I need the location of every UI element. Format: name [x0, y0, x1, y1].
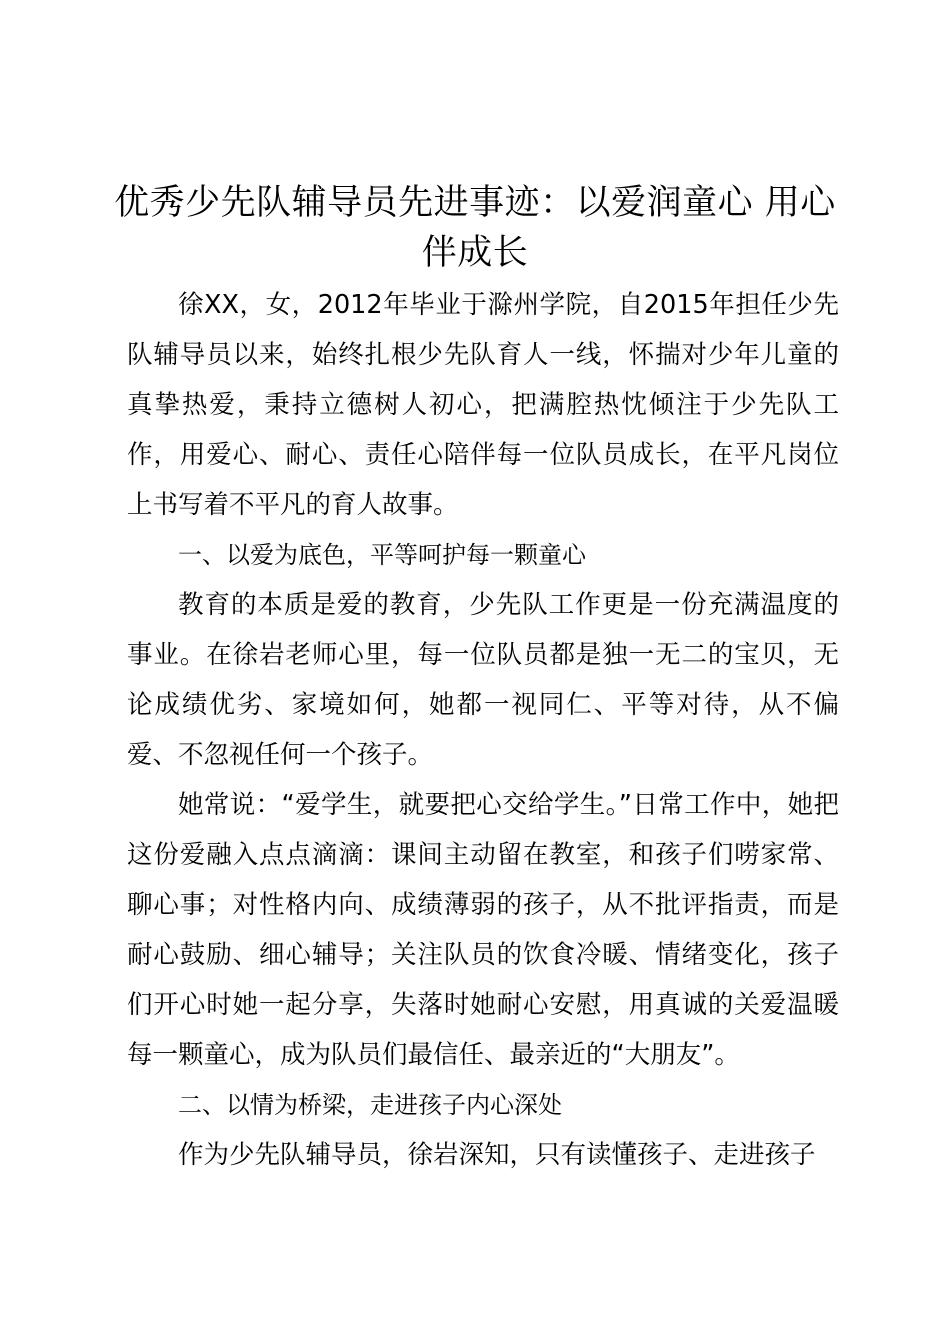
body-paragraph: 她常说：“爱学生，就要把心交给学生。”日常工作中，她把这份爱融入点点滴滴：课间主动留在教室，和孩子们唠家常、聊心事；对性格内向、成绩薄弱的孩子，从不批评指责，而是耐心鼓励、细心辅导；关注队员的饮食冷暖、情绪变化，孩子们开心时她一起分享，失落时她耐心安慰，用真诚的关爱温暖每一颗童心，成为队员们最信任、最亲近的“大朋友”。: [127, 790, 839, 1070]
document-body: [127, 280, 839, 1180]
intro-paragraph: 徐XX，女，2012年毕业于滁州学院，自2015年担任少先队辅导员以来，始终扎根少先队育人一线，怀揣对少年儿童的真挚热爱，秉持立德树人初心，把满腔热忱倾注于少先队工作，用爱心、耐心、责任心陪伴每一位队员成长，在平凡岗位上书写着不平凡的育人故事。: [127, 290, 839, 520]
body-paragraph: 教育的本质是爱的教育，少先队工作更是一份充满温度的事业。在徐岩老师心里，每一位队员都是独一无二的宝贝，无论成绩优劣、家境如何，她都一视同仁、平等对待，从不偏爱、不忽视任何一个孩子。: [127, 590, 839, 770]
body-paragraph: 作为少先队辅导员，徐岩深知，只有读懂孩子、走进孩子: [178, 1140, 816, 1170]
document-title: 优秀少先队辅导员先进事迹：以爱润童心 用心伴成长: [114, 183, 836, 273]
section-heading-2: 二、以情为桥梁，走进孩子内心深处: [178, 1091, 562, 1119]
section-heading-1: 一、以爱为底色，平等呵护每一颗童心: [178, 541, 586, 569]
